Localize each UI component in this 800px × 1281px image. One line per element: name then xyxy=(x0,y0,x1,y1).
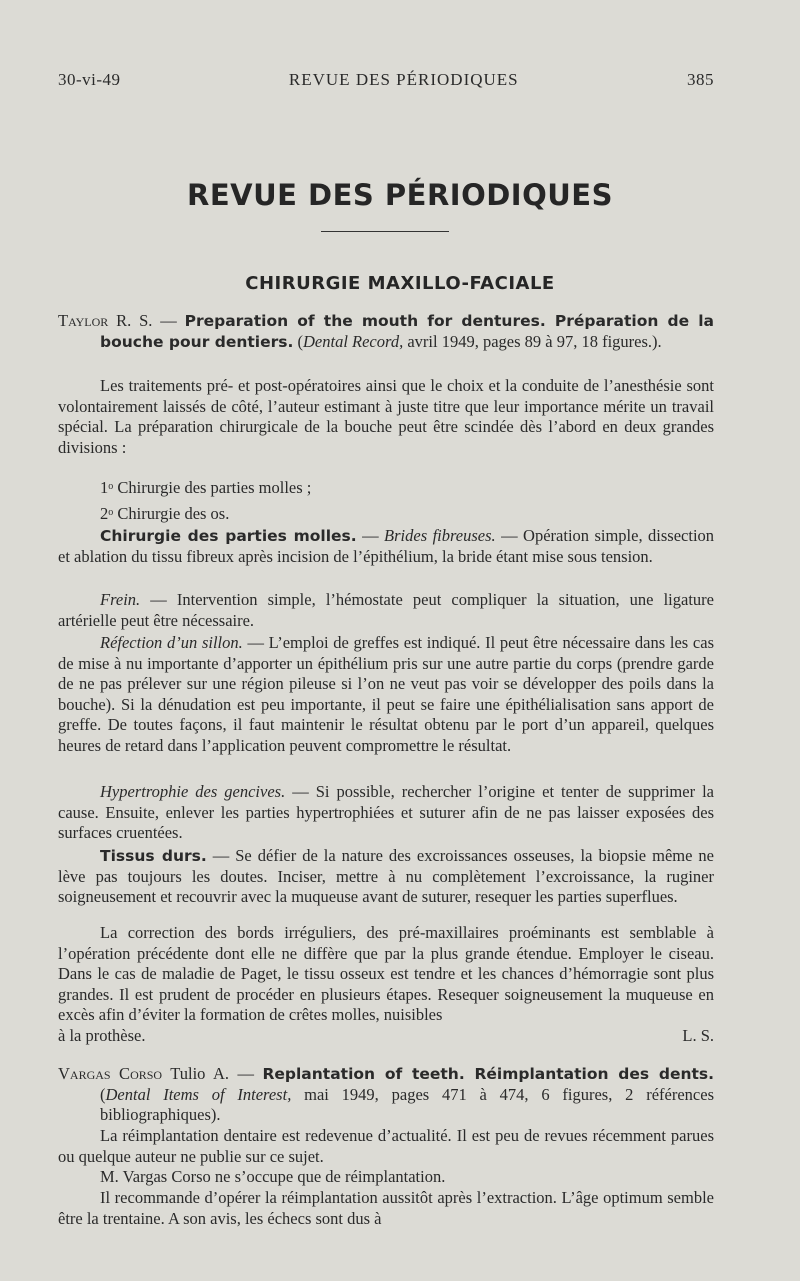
article1-title: Preparation of the mouth for dentures. Préparation de la bouche pour dentiers. xyxy=(100,312,715,351)
paragraph-sillon xyxy=(58,633,714,757)
frein-text: — Intervention simple, l’hémostate peut compliquer la situation, une ligature artérielle peut être nécessaire. xyxy=(58,590,714,630)
tissus-durs-heading: Tissus durs. xyxy=(100,847,207,865)
list-item-1-sup: o xyxy=(108,481,114,492)
header-journal: REVUE DES PÉRIODIQUES xyxy=(288,70,519,89)
article1-signature: L. S. xyxy=(682,1025,714,1045)
article1-list xyxy=(58,477,714,499)
header-date: 30-vi-49 xyxy=(58,70,121,89)
running-head xyxy=(58,70,714,90)
article2-body xyxy=(58,1126,714,1167)
article2-ref-open: ( xyxy=(100,1084,106,1104)
paragraph-gencives xyxy=(58,782,714,844)
paragraph-correction-end: à la prothèse. xyxy=(58,1025,146,1045)
sillon-subheading: Réfection d’un sillon. xyxy=(100,633,243,652)
article1-body-a xyxy=(58,376,714,458)
list-item-2 xyxy=(58,503,714,525)
page-number: 385 xyxy=(687,70,714,89)
article1-list-2 xyxy=(58,503,714,525)
article1-frein xyxy=(58,590,714,631)
article2-ref: mai 1949, pages 471 à 474, 6 figures, 2 références bibliographiques). xyxy=(100,1084,714,1125)
article1-ref: avril 1949, pages 89 à 97, 18 figures.). xyxy=(403,331,662,351)
article1-ref-open: ( xyxy=(293,331,303,351)
soft-tissue-heading: Chirurgie des parties molles. xyxy=(100,527,357,545)
tissus-durs-text: — Se défier de la nature des excroissances osseuses, la biopsie même ne lève pas toujours les doutes. Inciser, mettre à nu complètement l’excroissance, la ruginer soigneusement et recouvrir avec la muqueuse avant de suturer, resequer les parties superflues. xyxy=(58,846,714,907)
article2-title: Replantation of teeth. Réimplantation des dents. xyxy=(262,1065,715,1083)
soft-tissue-subheading: Brides fibreuses. xyxy=(384,526,496,545)
article2-source: Dental Items of Interest, xyxy=(105,1084,292,1104)
article2-author: Vargas Corso xyxy=(58,1064,163,1083)
article2-paragraph-3: Il recommande d’opérer la réimplantation aussitôt après l’extraction. L’âge optimum semble être la trentaine. A son avis, les échecs sont dus à xyxy=(58,1188,714,1228)
article2-paragraph-1: La réimplantation dentaire est redevenue d’actualité. Il est peu de revues récemment parues ou quelque auteur ne publie sur ce sujet. xyxy=(58,1126,714,1166)
article1-paragraph-intro: Les traitements pré- et post-opératoires ainsi que le choix et la conduite de l’anesthésie sont volontairement laissés de côté, l’auteur estimant à juste titre que leur importance mérite un travail spécial. La préparation chirurgicale de la bouche peut être scindée dès l’abord en deux grandes divisions : xyxy=(58,376,714,457)
article-vargas xyxy=(58,1064,714,1126)
article1-citation xyxy=(58,311,714,352)
article2-body-3 xyxy=(58,1188,714,1229)
list-item-2-text: Chirurgie des os. xyxy=(113,504,230,523)
gencives-subheading: Hypertrophie des gencives. xyxy=(100,782,286,801)
gencives-text: — Si possible, rechercher l’origine et tenter de supprimer la cause. Ensuite, enlever les parties hypertrophiées et suturer afin de ne pas laisser exposées des surfaces cruentées. xyxy=(58,782,714,843)
article1-last-line xyxy=(58,1026,714,1047)
soft-tissue-text: — Opération simple, dissection et ablation du tissu fibreux après incision de l’épithélium, la bride étant mise sous tension. xyxy=(58,526,715,566)
title-rule xyxy=(321,231,449,232)
article1-author: Taylor R. S. xyxy=(58,311,153,330)
list-item-1-number: 1 xyxy=(100,478,109,497)
article1-source: Dental Record, xyxy=(303,331,404,351)
list-item-2-sup: o xyxy=(108,507,114,518)
article2-paragraph-2: M. Vargas Corso ne s’occupe que de réimplantation. xyxy=(100,1167,446,1186)
paragraph-correction: La correction des bords irréguliers, des pré-maxillaires proéminants est semblable à l’opération précédente dont elle ne diffère que par la plus grande étendue. Employer le ciseau. Dans le cas de maladie de Paget, le tissu osseux est tendre et les chances d’hémorragie sont plus grandes. Il est prudent de procéder en plusieurs étapes. Resequer soigneusement la muqueuse en excès afin d’éviter la formation de crêtes molles, nuisibles xyxy=(58,923,714,1025)
article1-soft-tissue xyxy=(58,526,714,567)
paragraph-tissus-durs xyxy=(58,846,714,908)
frein-subheading: Frein. xyxy=(100,590,141,609)
list-item-2-number: 2 xyxy=(100,504,109,523)
list-item-1-text: Chirurgie des parties molles ; xyxy=(113,478,312,497)
article2-dash: — xyxy=(229,1064,263,1083)
article2-body-2 xyxy=(58,1167,714,1188)
article1-tissus-durs xyxy=(58,846,714,908)
article1-sillon xyxy=(58,633,714,757)
section-title: CHIRURGIE MAXILLO-FACIALE xyxy=(245,273,555,294)
article2-citation xyxy=(58,1064,714,1126)
article1-dash: — xyxy=(152,311,185,330)
paragraph-frein xyxy=(58,590,714,631)
article2-author-first: Tulio A. xyxy=(162,1064,230,1083)
article1-correction xyxy=(58,923,714,1047)
list-item-1 xyxy=(58,477,714,499)
page-title: REVUE DES PÉRIODIQUES xyxy=(186,178,613,212)
paragraph-soft-tissue xyxy=(58,526,714,567)
sillon-text: — L’emploi de greffes est indiqué. Il peut être nécessaire dans les cas de mise à nu importante d’apporter un épithélium pris sur une autre partie du corps (prendre garde de ne pas prélever sur une région pileuse si l’on ne veut pas voir se développer des poils dans la bouche). Si la dénudation est peu importante, il peut se faire une épithélialisation sans apport de greffe. De toutes façons, il faut maintenir le résultat obtenu par le port d’un appareil, quelques heures de retard dans l’application peuvent compromettre le résultat. xyxy=(58,633,714,755)
article-taylor xyxy=(58,311,714,352)
article1-gencives xyxy=(58,782,714,844)
soft-tissue-dash: — xyxy=(356,526,385,545)
